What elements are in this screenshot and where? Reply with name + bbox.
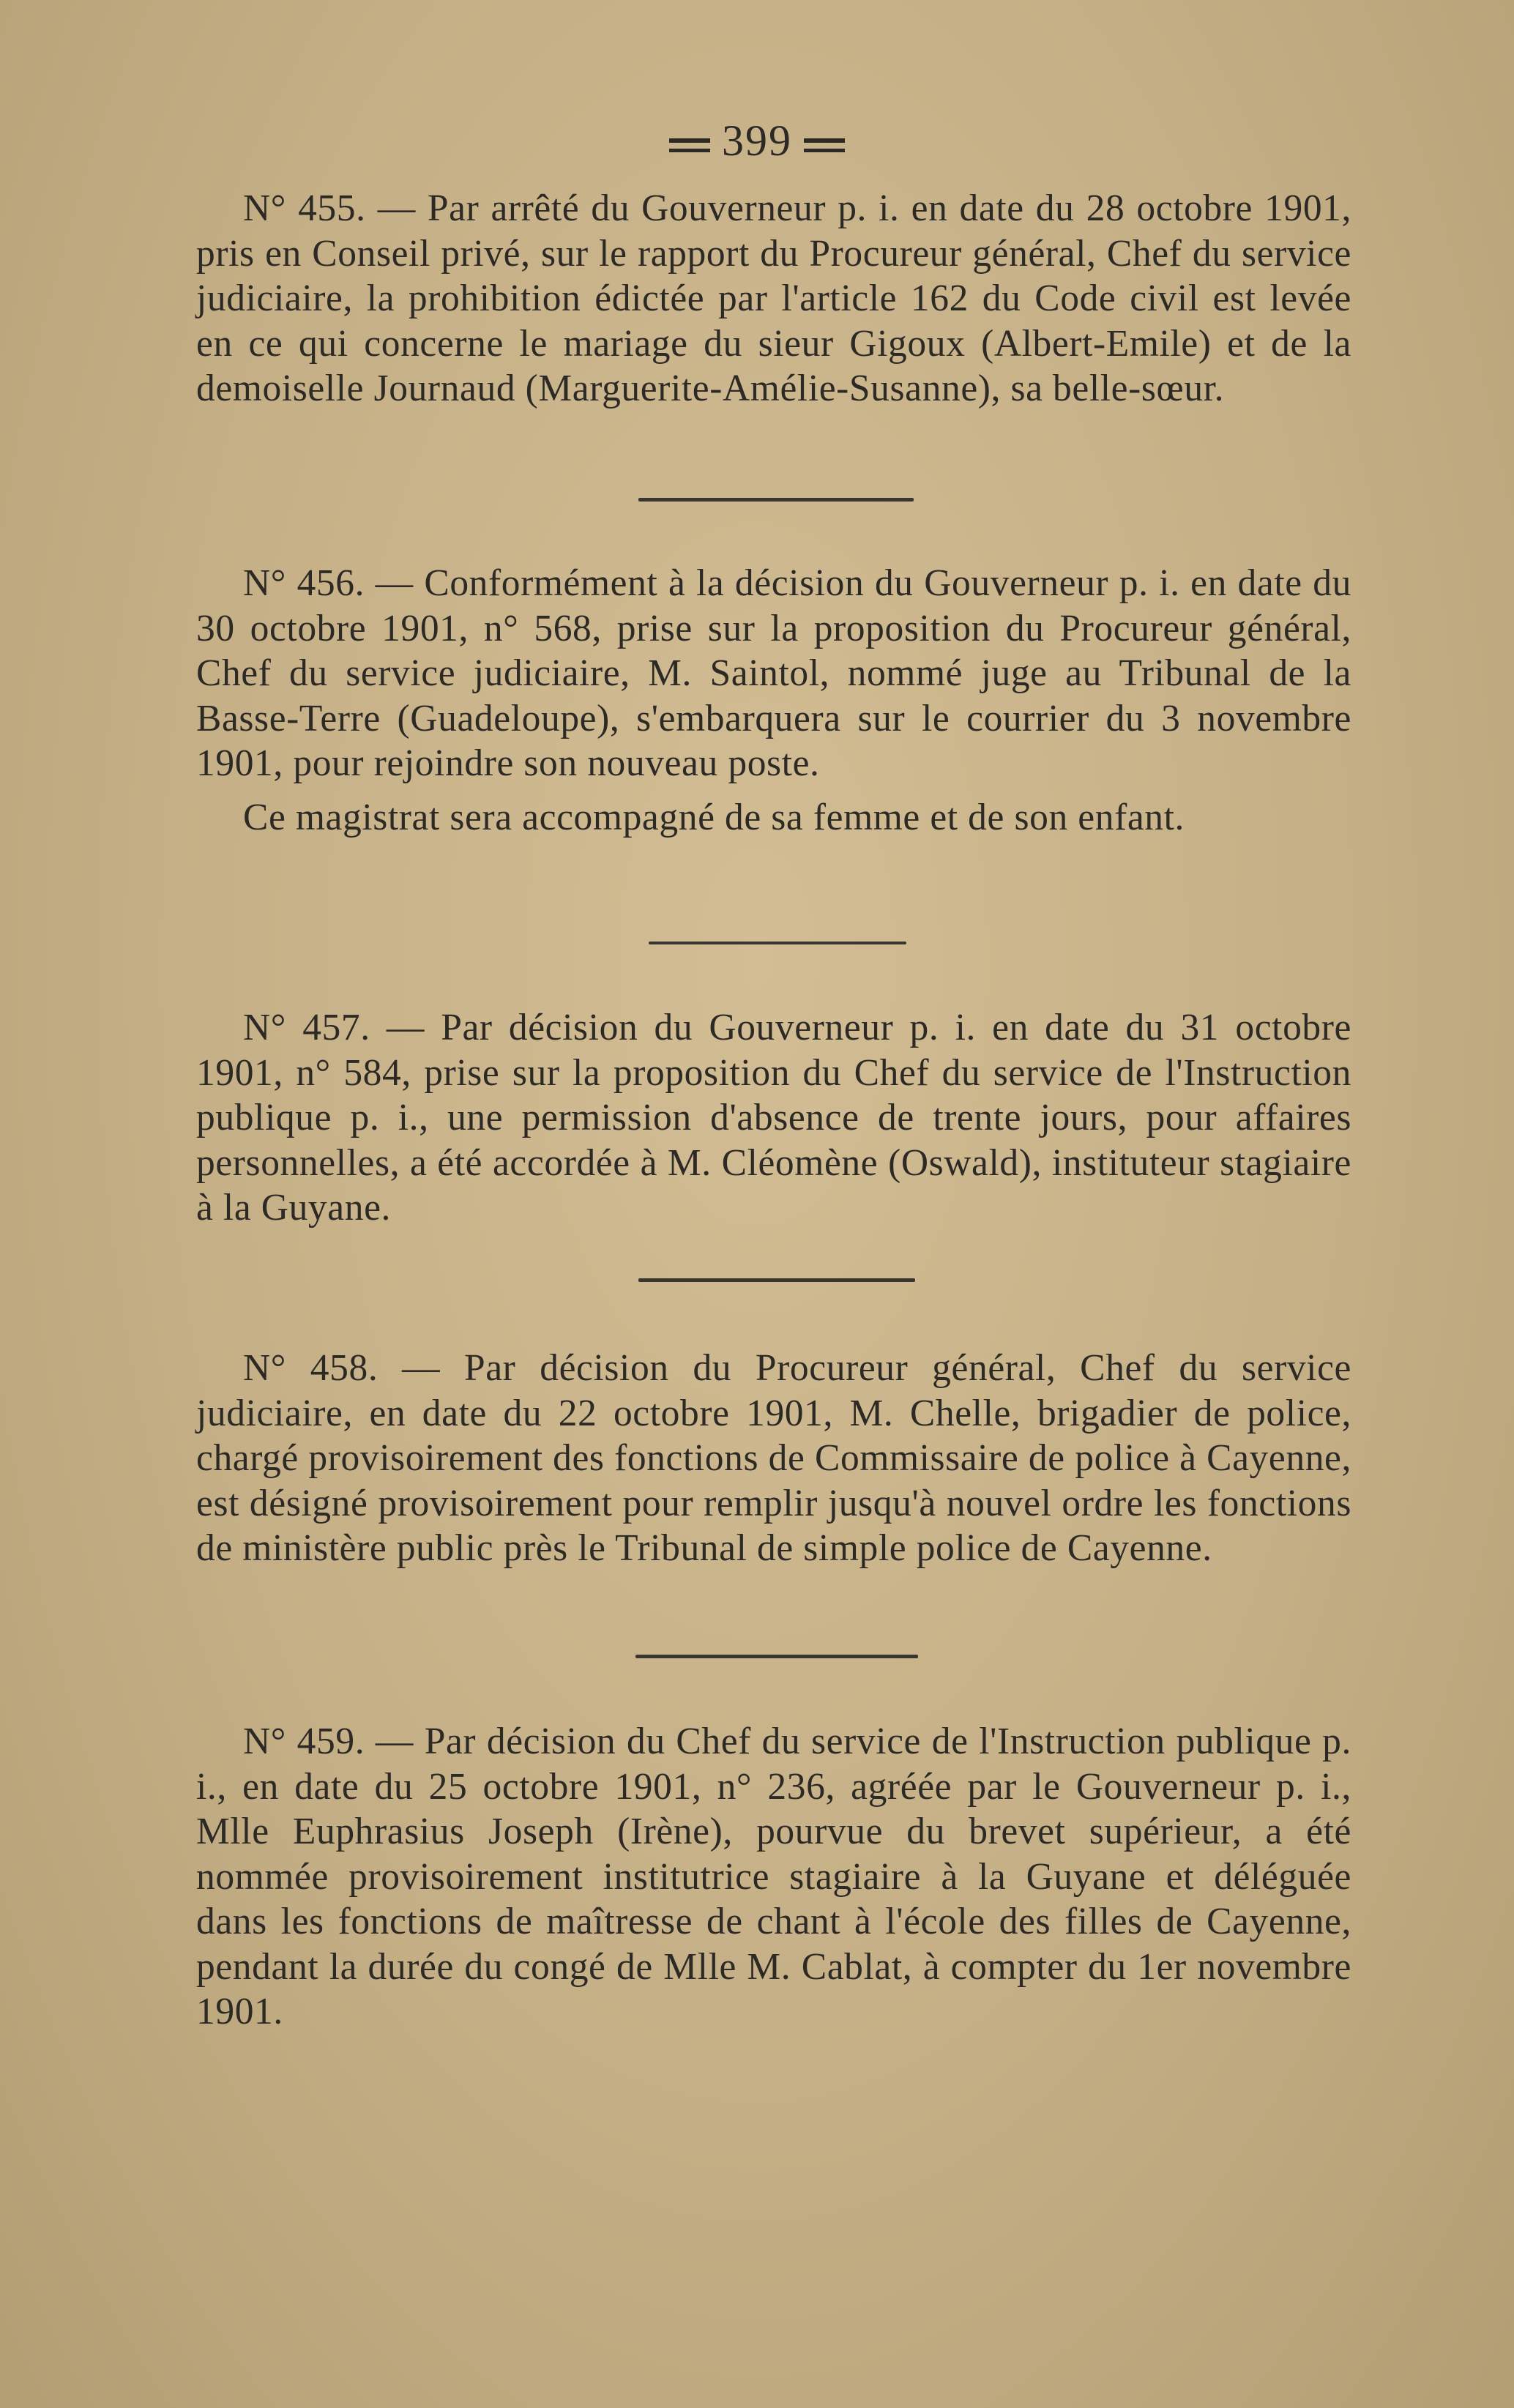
entry-456: [196, 561, 1351, 840]
entry-459: [196, 1719, 1351, 2035]
page-number-ornament-right: [804, 138, 845, 152]
separator-rule: [638, 1278, 915, 1282]
page-number-ornament-left: [669, 138, 710, 152]
entry-paragraph: N° 457. — Par décision du Gouverneur p. i. en date du 31 octobre 1901, n° 584, prise sur la proposition du Chef du service de l'Instruction publique p. i., une permission d'absence de trente jours, pour affaires personnelles, a été accordée à M. Cléomène (Oswald), instituteur stagiaire à la Guyane.: [196, 1007, 1351, 1229]
separator-rule: [638, 498, 914, 502]
entry-455: [196, 186, 1351, 411]
entry-457: [196, 1005, 1351, 1231]
entry-paragraph: Ce magistrat sera accompagné de sa femme et de son enfant.: [243, 796, 1185, 838]
entry-paragraph: N° 455. — Par arrêté du Gouverneur p. i. en date du 28 octobre 1901, pris en Conseil privé, sur le rapport du Procureur général, Chef du service judiciaire, la prohibition édictée par l'article 162 du Code civil est levée en ce qui concerne le mariage du sieur Gigoux (Albert-Emile) et de la demoiselle Journaud (Marguerite-Amélie-Susanne), sa belle-sœur.: [196, 187, 1351, 409]
entry-paragraph: N° 459. — Par décision du Chef du service de l'Instruction publique p. i., en date du 25 octobre 1901, n° 236, agréée par le Gouverneur p. i., Mlle Euphrasius Joseph (Irène), pourvue du brevet supérieur, a été nommée provisoirement institutrice stagiaire à la Guyane et déléguée dans les fonctions de maîtresse de chant à l'école des filles de Cayenne, pendant la durée du congé de Mlle M. Cablat, à compter du 1er novembre 1901.: [196, 1721, 1351, 2032]
separator-rule: [635, 1655, 918, 1658]
separator-rule: [649, 942, 906, 944]
entry-458: [196, 1346, 1351, 1571]
entry-paragraph: N° 458. — Par décision du Procureur général, Chef du service judiciaire, en date du 22 octobre 1901, M. Chelle, brigadier de police, chargé provisoirement des fonctions de Commissaire de police à Cayenne, est désigné provisoirement pour remplir jusqu'à nouvel ordre les fonctions de ministère public près le Tribunal de simple police de Cayenne.: [196, 1347, 1351, 1569]
entry-paragraph: N° 456. — Conformément à la décision du Gouverneur p. i. en date du 30 octobre 1901, n° 568, prise sur la proposition du Procureur général, Chef du service judiciaire, M. Saintol, nommé juge au Tribunal de la Basse-Terre (Guadeloupe), s'embarquera sur le courrier du 3 novembre 1901, pour rejoindre son nouveau poste.: [196, 562, 1351, 784]
page-number-header: [0, 116, 1514, 166]
page-number: 399: [722, 116, 792, 165]
